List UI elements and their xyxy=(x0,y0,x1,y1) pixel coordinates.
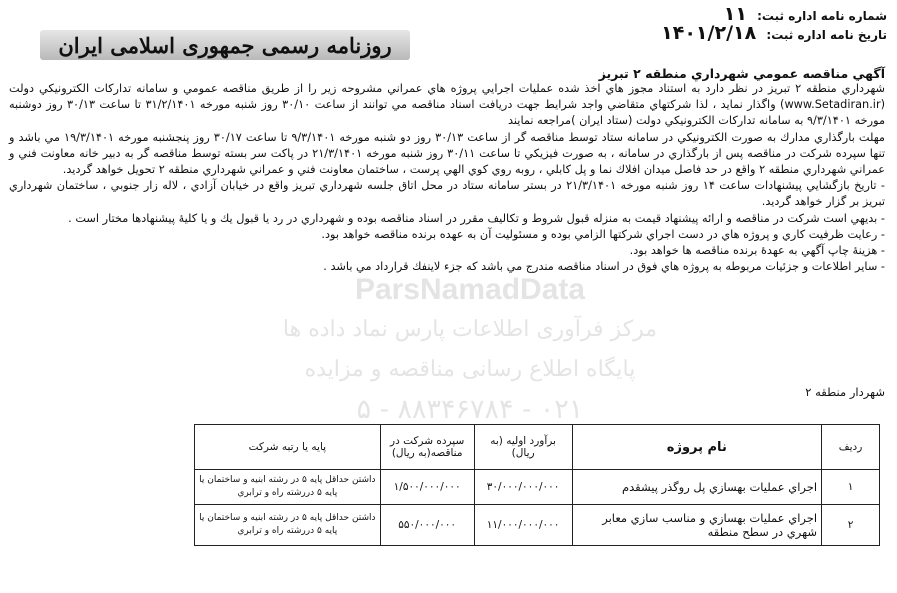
registration-date-value: ۱۴۰۱/۲/۱۸ xyxy=(661,22,757,44)
paragraph-intro: شهرداري منطقه ۲ تبریز در نظر دارد به استناد مجوز هاي اخذ شده عملیات اجرايي پروژه هاي عمراني مشروحه زیر را از طريق مناقصه عمومي و سامانه تداركات الكترونيكي دولت (www.Setadiran.ir) واگذار نماید ، لذا شركتهاي متقاضي واجد شرایط جهت دريافت اسناد مناقصه مي توانند از ساعت ۳۰/۱۰ روز شنبه مورخه ۳۱/۲/۱۴۰۱ تا ساعت ۳۰/۱۳ روز دوشنبه مورخه ۹/۳/۱۴۰۱ به سامانه تداركات الكترونيكي دولت (ستاد ایران )مراجعه نمايند xyxy=(9,82,886,128)
cell-grade: داشتن حداقل پايه ۵ در رشته ابنيه و ساختمان يا پايه ۵ دررشته راه و ترابري xyxy=(195,470,381,505)
cell-project-name: اجراي عمليات بهسازي پل روگذر پيشقدم xyxy=(572,470,821,505)
header-project-name: نام پروژه xyxy=(572,425,821,470)
signer: شهردار منطقه ۲ xyxy=(805,385,885,399)
cell-row-number: ۱ xyxy=(822,470,880,505)
watermark-phone: ۰۲۱ - ۸۸۳۴۶۷۸۴ - ۵ xyxy=(356,394,584,425)
cell-estimate: ۱۱/۰۰۰/۰۰۰/۰۰۰ xyxy=(474,505,572,546)
header-deposit: سپرده شركت در مناقصه(به ريال) xyxy=(380,425,474,470)
watermark xyxy=(220,270,720,430)
paragraph-info: - ساير اطلاعات و جزئيات مربوطه به پروژه هاي فوق در اسناد مناقصه مندرج مي باشد كه جزء لاينفك قرارداد مي باشد . xyxy=(323,260,885,274)
cell-row-number: ۲ xyxy=(822,505,880,546)
header-estimate: برآورد اوليه (به ريال) xyxy=(474,425,572,470)
table-row xyxy=(195,470,880,505)
watermark-brand: ParsNamadData xyxy=(354,273,586,306)
cell-grade: داشتن حداقل پايه ۵ در رشته ابنيه و ساختمان يا پايه ۵ دررشته راه و ترابري xyxy=(195,505,381,546)
registration-info xyxy=(587,3,887,44)
newspaper-title-banner xyxy=(40,30,410,60)
table-header-row xyxy=(195,425,880,470)
registration-date-line xyxy=(587,22,887,44)
cell-deposit: ۵۵۰/۰۰۰/۰۰۰ xyxy=(380,505,474,546)
newspaper-title: روزنامه رسمی جمهوری اسلامی ایران xyxy=(58,32,392,58)
notice-headline: آگهي مناقصه عمومي شهرداري منطقه ۲ تبريز xyxy=(598,66,885,81)
paragraph-cost: - هزينۀ چاپ آگهي به عهدۀ برنده مناقصه ها خواهد بود. xyxy=(629,244,885,258)
header-grade: پايه يا رتبه شركت xyxy=(195,425,381,470)
registration-number-value: ۱۱ xyxy=(723,3,747,25)
registration-number-label: شماره نامه اداره ثبت: xyxy=(757,9,887,23)
watermark-line-3: پایگاه اطلاع رسانی مناقصه و مزایده xyxy=(304,357,636,382)
watermark-line-2: مرکز فرآوری اطلاعات پارس نماد داده ها xyxy=(282,317,658,342)
cell-estimate: ۳۰/۰۰۰/۰۰۰/۰۰۰ xyxy=(474,470,572,505)
projects-table xyxy=(194,424,880,546)
paragraph-opening: - تاريخ بازگشايي پيشنهادات ساعت ۱۴ روز شنبه مورخه ۲۱/۳/۱۴۰۱ در بستر سامانه ستاد در محل اتاق جلسه شهرداري تبريز واقع در خيابان آزادي ، لاله زار جنوبي ، ساختمان شهرداري تبريز بر گزار خواهد گرديد. xyxy=(9,179,886,209)
header-row-number: رديف xyxy=(822,425,880,470)
cell-deposit: ۱/۵۰۰/۰۰۰/۰۰۰ xyxy=(380,470,474,505)
registration-date-label: تاریخ نامه اداره ثبت: xyxy=(766,28,887,42)
table-row xyxy=(195,505,880,546)
cell-project-name: اجراي عمليات بهسازي و مناسب سازي معابر شهري در سطح منطقه xyxy=(572,505,821,546)
paragraph-capacity: - رعايت ظرفيت كاري و پروژه هاي در دست اجراي شركتها الزامي بوده و مسئوليت آن به عهده برنده مناقصه خواهد بود. xyxy=(321,227,885,241)
paragraph-deadline: مهلت بارگذاري مدارك به صورت الكترونيكي در سامانه ستاد توسط مناقصه گر از ساعت ۳۰/۱۳ روز دو شنبه مورخه ۹/۳/۱۴۰۱ تا ساعت ۳۰/۱۷ روز پنجشنبه مورخه ۱۹/۳/۱۴۰۱ مي باشد و تنها سپرده شركت در مناقصه پس از بارگذاري در سامانه ، به صورت فيزيكي تا ساعت ۳۰/۱۱ روز شنبه مورخه ۲۱/۳/۱۴۰۱ در پاكت سر بسته توسط مناقصه گر به دبير خانه معاونت فني و عمراني شهرداري منطقه ۲ واقع در حد فاصل ميدان افلاك نما و پل كابلي ، روبه روي كوي الهي پرست ، ساختمان معاونت فني و عمراني شهرداري منطقه ۲ تحويل خواهد گرديد. xyxy=(9,130,886,177)
paragraph-terms: - بديهي است شركت در مناقصه و ارائه پيشنهاد قيمت به منزله قبول شروط و تكاليف مقرر در اسناد مناقصه بوده و شهرداري در رد يا قبول يك و يا كليۀ پيشنهادها مختار است . xyxy=(68,211,885,225)
notice-body xyxy=(9,81,885,275)
